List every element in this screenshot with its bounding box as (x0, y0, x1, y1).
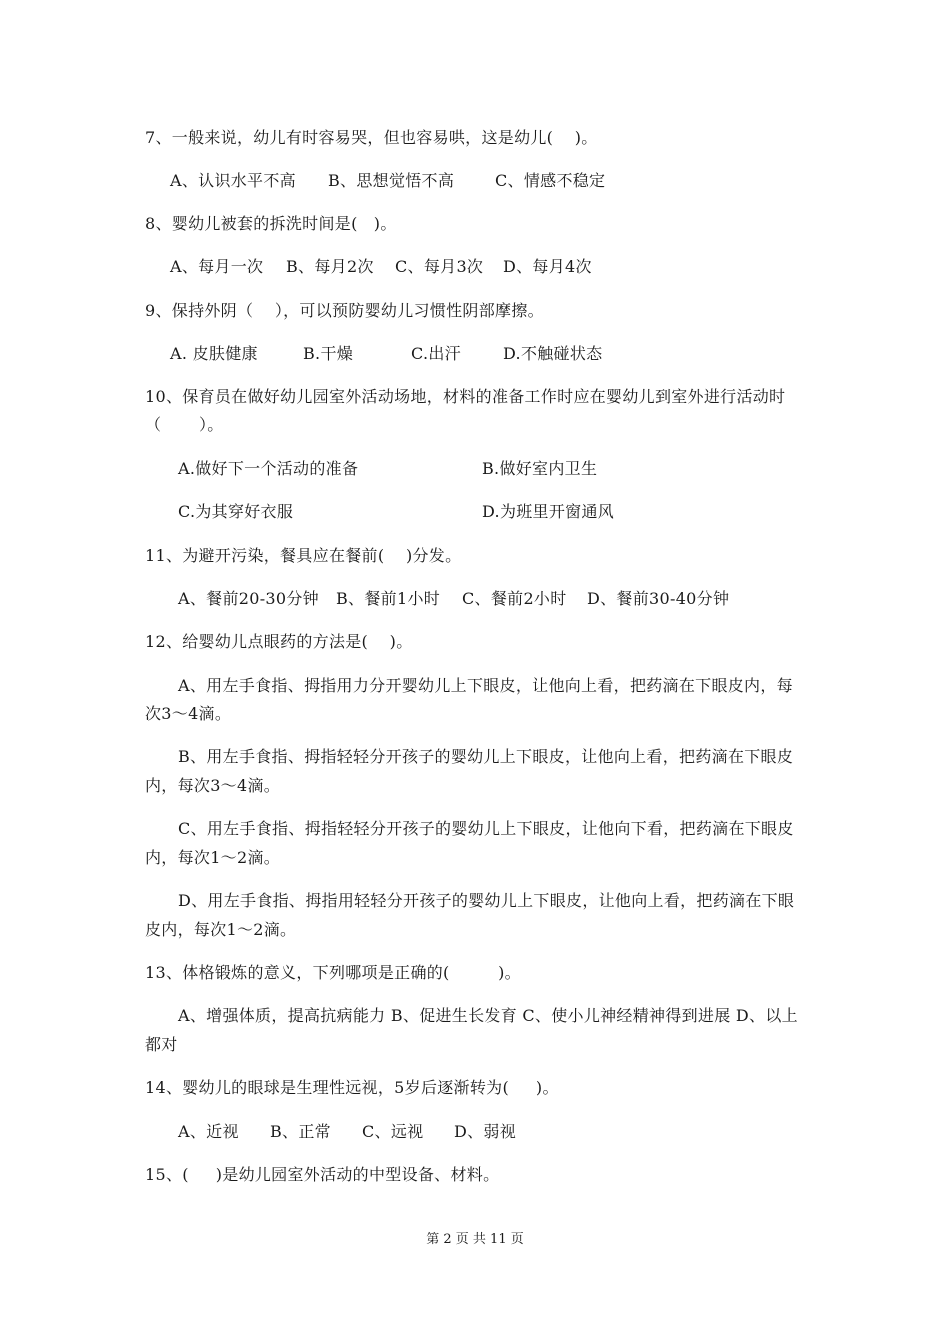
question-14-option-a: A、近视 (178, 1122, 239, 1141)
question-12-option-c-line2: 内，每次1～2滴。 (145, 848, 281, 867)
question-12-option-a-line2: 次3～4滴。 (145, 704, 232, 723)
question-15-stem: 15、( )是幼儿园室外活动的中型设备、材料。 (145, 1165, 500, 1184)
question-10-stem-line1: 10、保育员在做好幼儿园室外活动场地，材料的准备工作时应在婴幼儿到室外进行活动时 (145, 387, 786, 406)
question-8-stem: 8、婴幼儿被套的拆洗时间是( )。 (145, 214, 397, 233)
question-11-option-c: C、餐前2小时 (462, 589, 567, 608)
question-14-option-c: C、远视 (362, 1122, 424, 1141)
question-11-option-a: A、餐前20-30分钟 (178, 589, 319, 608)
question-7-option-a: A、认识水平不高 (170, 171, 296, 190)
question-8-option-a: A、每月一次 (170, 257, 264, 276)
question-7-stem: 7、一般来说，幼儿有时容易哭，但也容易哄，这是幼儿( )。 (145, 128, 598, 147)
question-8-option-d: D、每月4次 (503, 257, 592, 276)
page-number-footer: 第 2 页 共 11 页 (426, 1232, 524, 1247)
question-9-option-d: D.不触碰状态 (503, 344, 603, 363)
question-12-option-d-line1: D、用左手食指、拇指用轻轻分开孩子的婴幼儿上下眼皮，让他向上看，把药滴在下眼 (178, 891, 795, 910)
question-7-option-c: C、情感不稳定 (495, 171, 606, 190)
question-8-option-c: C、每月3次 (395, 257, 484, 276)
question-10-option-c: C.为其穿好衣服 (178, 502, 294, 521)
question-9-option-c: C.出汗 (411, 344, 461, 363)
question-12-option-a-line1: A、用左手食指、拇指用力分开婴幼儿上下眼皮，让他向上看，把药滴在下眼皮内，每 (178, 676, 793, 695)
question-13-options-line2: 都对 (145, 1035, 178, 1054)
question-9-option-a: A. 皮肤健康 (170, 344, 258, 363)
question-11-option-b: B、餐前1小时 (336, 589, 441, 608)
question-11-stem: 11、为避开污染，餐具应在餐前( )分发。 (145, 546, 462, 565)
question-9-option-b: B.干燥 (303, 344, 354, 363)
question-14-option-b: B、正常 (270, 1122, 331, 1141)
question-10-option-d: D.为班里开窗通风 (482, 502, 615, 521)
question-8-option-b: B、每月2次 (286, 257, 374, 276)
question-12-option-d-line2: 皮内，每次1～2滴。 (145, 920, 297, 939)
question-12-option-b-line1: B、用左手食指、拇指轻轻分开孩子的婴幼儿上下眼皮，让他向上看，把药滴在下眼皮 (178, 747, 794, 766)
question-12-option-b-line2: 内，每次3～4滴。 (145, 776, 281, 795)
question-10-option-b: B.做好室内卫生 (482, 459, 598, 478)
question-12-stem: 12、给婴幼儿点眼药的方法是( )。 (145, 632, 413, 651)
question-14-option-d: D、弱视 (454, 1122, 517, 1141)
question-13-stem: 13、体格锻炼的意义，下列哪项是正确的( )。 (145, 963, 521, 982)
question-11-option-d: D、餐前30-40分钟 (587, 589, 730, 608)
question-10-stem-line2: （ ）。 (145, 415, 224, 434)
question-13-options-line1: A、增强体质，提高抗病能力 B、促进生长发育 C、使小儿神经精神得到进展 D、以上 (178, 1006, 798, 1025)
question-14-stem: 14、婴幼儿的眼球是生理性远视，5岁后逐渐转为( )。 (145, 1078, 559, 1097)
question-12-option-c-line1: C、用左手食指、拇指轻轻分开孩子的婴幼儿上下眼皮，让他向下看，把药滴在下眼皮 (178, 819, 794, 838)
question-10-option-a: A.做好下一个活动的准备 (178, 459, 359, 478)
question-9-stem: 9、保持外阴（ ），可以预防婴幼儿习惯性阴部摩擦。 (145, 301, 544, 320)
question-7-option-b: B、思想觉悟不高 (328, 171, 455, 190)
